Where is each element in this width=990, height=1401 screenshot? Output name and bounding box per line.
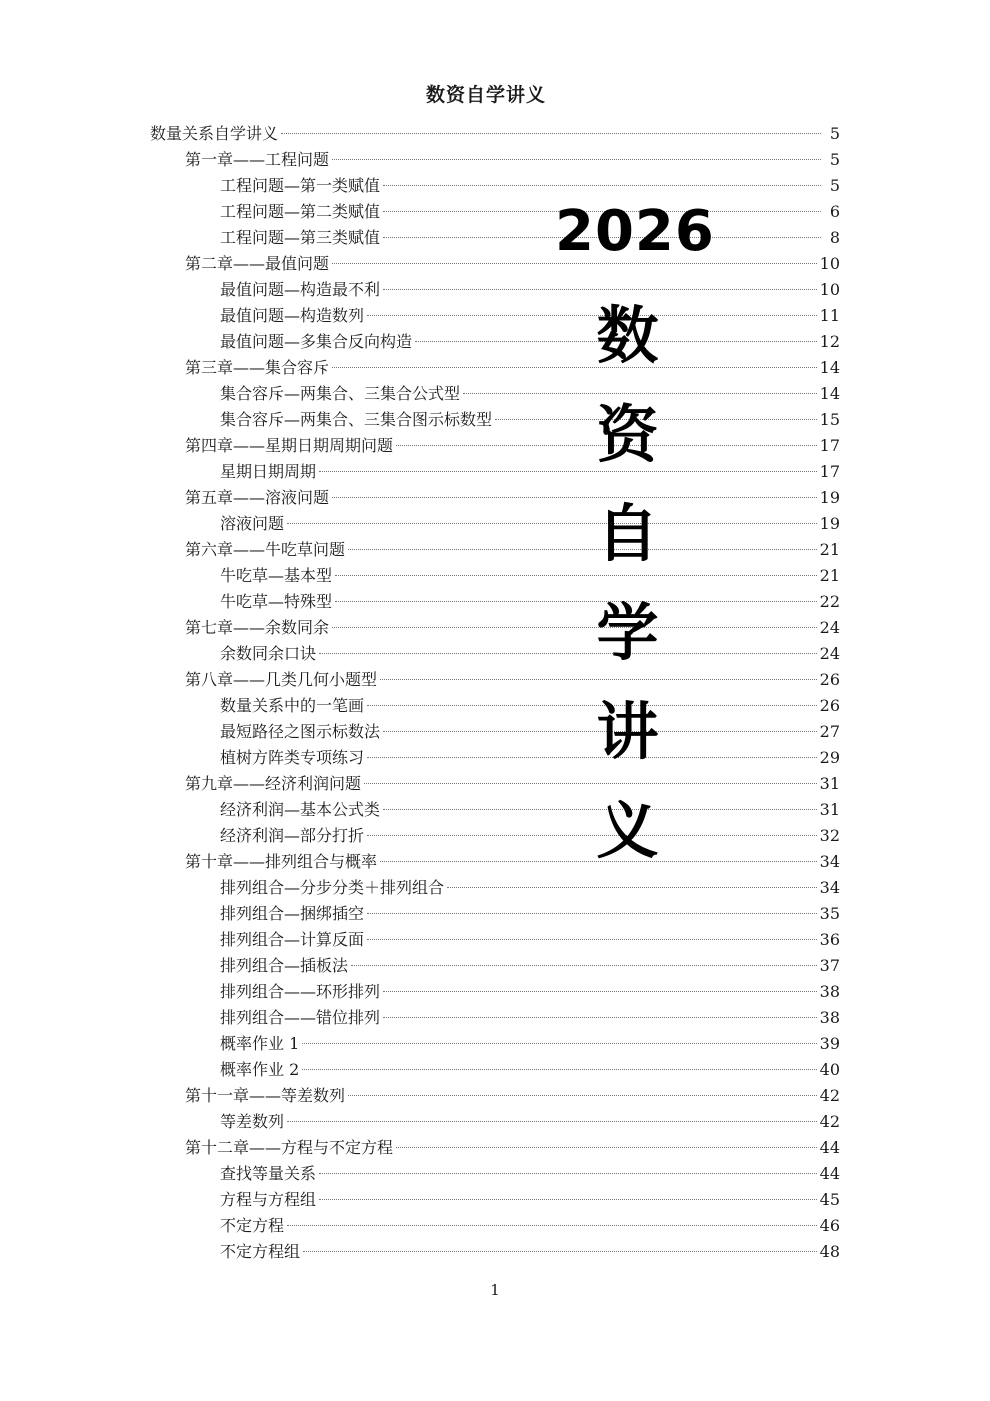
toc-entry-page: 17 (819, 462, 840, 481)
toc-entry-page: 19 (819, 514, 840, 533)
toc-entry-title: 第四章——星期日期周期问题 (185, 436, 394, 455)
watermark-year: 2026 (555, 199, 715, 264)
toc-section-entry[interactable] (150, 1005, 840, 1031)
toc-chapter-entry[interactable] (150, 1083, 840, 1109)
toc-chapter-entry[interactable] (150, 537, 840, 563)
toc-dot-leader (383, 1017, 817, 1018)
toc-entry-page: 24 (819, 618, 840, 637)
toc-chapter-entry[interactable] (150, 433, 840, 459)
toc-entry-title: 工程问题—第三类赋值 (220, 228, 381, 247)
toc-section-entry[interactable] (150, 225, 840, 251)
toc-entry-title: 第五章——溶液问题 (185, 488, 330, 507)
toc-section-entry[interactable] (150, 563, 840, 589)
toc-section-entry[interactable] (150, 511, 840, 537)
toc-entry-title: 最值问题—构造数列 (220, 306, 365, 325)
toc-entry-page: 34 (819, 852, 840, 871)
toc-entry-title: 最短路径之图示标数法 (220, 722, 381, 741)
toc-entry-title: 第八章——几类几何小题型 (185, 670, 378, 689)
toc-section-entry[interactable] (150, 641, 840, 667)
toc-section-entry[interactable] (150, 823, 840, 849)
toc-entry-page: 8 (829, 228, 840, 247)
toc-entry-page: 38 (819, 1008, 840, 1027)
toc-chapter-entry[interactable] (150, 485, 840, 511)
toc-entry-page: 14 (819, 358, 840, 377)
toc-entry-page: 31 (819, 774, 840, 793)
toc-dot-leader (302, 1043, 816, 1044)
toc-entry-page: 38 (819, 982, 840, 1001)
toc-entry-page: 5 (829, 124, 840, 143)
toc-entry-page: 31 (819, 800, 840, 819)
toc-entry-title: 排列组合——错位排列 (220, 1008, 381, 1027)
toc-section-entry[interactable] (150, 1239, 840, 1265)
watermark-char: 数 (596, 299, 659, 372)
toc-entry-page: 26 (819, 670, 840, 689)
toc-section-entry[interactable] (150, 407, 840, 433)
toc-entry-title: 排列组合—捆绑插空 (220, 904, 365, 923)
toc-dot-leader (287, 523, 817, 524)
toc-chapter-entry[interactable] (150, 849, 840, 875)
toc-entry-title: 最值问题—构造最不利 (220, 280, 381, 299)
toc-dot-leader (303, 1251, 817, 1252)
toc-section-entry[interactable] (150, 303, 840, 329)
toc-entry-page: 5 (829, 150, 840, 169)
toc-section-entry[interactable] (150, 797, 840, 823)
toc-entry-page: 42 (819, 1112, 840, 1131)
toc-entry-title: 概率作业 2 (220, 1060, 300, 1079)
toc-entry-title: 第十二章——方程与不定方程 (185, 1138, 394, 1157)
toc-dot-leader (383, 185, 821, 186)
toc-chapter-entry[interactable] (150, 147, 840, 173)
toc-chapter-entry[interactable] (150, 355, 840, 381)
toc-entry-title: 概率作业 1 (220, 1034, 300, 1053)
toc-entry-title: 第二章——最值问题 (185, 254, 330, 273)
toc-section-entry[interactable] (150, 745, 840, 771)
toc-entry-page: 39 (819, 1034, 840, 1053)
toc-section-entry[interactable] (150, 277, 840, 303)
toc-entry-title: 集合容斥—两集合、三集合图示标数型 (220, 410, 493, 429)
toc-entry-page: 12 (819, 332, 840, 351)
toc-chapter-entry[interactable] (150, 615, 840, 641)
toc-entry-title: 经济利润—部分打折 (220, 826, 365, 845)
toc-dot-leader (287, 1225, 817, 1226)
toc-entry-page: 44 (819, 1138, 840, 1157)
toc-entry-page: 40 (819, 1060, 840, 1079)
toc-entry-page: 48 (819, 1242, 840, 1261)
toc-section-entry[interactable] (150, 693, 840, 719)
toc-entry-page: 32 (819, 826, 840, 845)
toc-section-entry[interactable] (150, 875, 840, 901)
toc-entry-title: 星期日期周期 (220, 462, 317, 481)
toc-dot-leader (383, 991, 817, 992)
toc-dot-leader (367, 939, 817, 940)
toc-section-entry[interactable] (150, 1057, 840, 1083)
page-number: 1 (490, 1281, 500, 1299)
toc-section-entry[interactable] (150, 1213, 840, 1239)
toc-dot-leader (348, 1095, 817, 1096)
toc-section-entry[interactable] (150, 719, 840, 745)
toc-entry-title: 经济利润—基本公式类 (220, 800, 381, 819)
toc-entry-title: 牛吃草—基本型 (220, 566, 333, 585)
toc-entry-title: 不定方程 (220, 1216, 285, 1235)
toc-entry-page: 10 (819, 254, 840, 273)
toc-dot-leader (302, 1069, 816, 1070)
toc-entry-title: 排列组合—插板法 (220, 956, 349, 975)
toc-entry-title: 工程问题—第二类赋值 (220, 202, 381, 221)
toc-entry-title: 第三章——集合容斥 (185, 358, 330, 377)
toc-entry-page: 21 (819, 566, 840, 585)
toc-entry-page: 46 (819, 1216, 840, 1235)
toc-section-entry[interactable] (150, 1161, 840, 1187)
toc-dot-leader (351, 965, 817, 966)
toc-entry-page: 21 (819, 540, 840, 559)
toc-entry-page: 5 (829, 176, 840, 195)
toc-section-entry[interactable] (150, 901, 840, 927)
toc-entry-title: 不定方程组 (220, 1242, 301, 1261)
toc-section-entry[interactable] (150, 1109, 840, 1135)
document-title: 数资自学讲义 (425, 84, 546, 106)
toc-section-entry[interactable] (150, 173, 840, 199)
toc-entry-title: 第十一章——等差数列 (185, 1086, 346, 1105)
watermark-overlay (555, 199, 715, 880)
toc-part-entry[interactable] (150, 121, 840, 147)
toc-entry-title: 第七章——余数同余 (185, 618, 330, 637)
toc-entry-page: 26 (819, 696, 840, 715)
toc-chapter-entry[interactable] (150, 771, 840, 797)
toc-chapter-entry[interactable] (150, 1135, 840, 1161)
toc-entry-page: 22 (819, 592, 840, 611)
toc-section-entry[interactable] (150, 199, 840, 225)
toc-section-entry[interactable] (150, 927, 840, 953)
toc-entry-page: 36 (819, 930, 840, 949)
toc-entry-title: 第九章——经济利润问题 (185, 774, 362, 793)
toc-entry-title: 余数同余口诀 (220, 644, 317, 663)
toc-section-entry[interactable] (150, 381, 840, 407)
toc-entry-page: 14 (819, 384, 840, 403)
toc-entry-page: 35 (819, 904, 840, 923)
toc-dot-leader (319, 1173, 817, 1174)
watermark-char: 义 (596, 794, 659, 867)
toc-entry-title: 方程与方程组 (220, 1190, 317, 1209)
toc-entry-title: 溶液问题 (220, 514, 285, 533)
toc-entry-title: 等差数列 (220, 1112, 285, 1131)
toc-entry-title: 排列组合——环形排列 (220, 982, 381, 1001)
toc-entry-title: 植树方阵类专项练习 (220, 748, 365, 767)
toc-entry-page: 11 (819, 306, 840, 325)
toc-dot-leader (281, 133, 821, 134)
toc-dot-leader (396, 1147, 817, 1148)
toc-entry-page: 29 (819, 748, 840, 767)
toc-entry-page: 44 (819, 1164, 840, 1183)
watermark-char: 资 (596, 398, 659, 471)
toc-section-entry[interactable] (150, 1187, 840, 1213)
toc-entry-title: 排列组合—分步分类＋排列组合 (220, 878, 445, 897)
toc-dot-leader (447, 887, 817, 888)
toc-entry-page: 17 (819, 436, 840, 455)
toc-dot-leader (287, 1121, 817, 1122)
toc-entry-page: 34 (819, 878, 840, 897)
toc-entry-title: 排列组合—计算反面 (220, 930, 365, 949)
watermark-char: 学 (596, 596, 659, 669)
table-of-contents (150, 121, 840, 1265)
toc-section-entry[interactable] (150, 979, 840, 1005)
toc-entry-title: 集合容斥—两集合、三集合公式型 (220, 384, 461, 403)
toc-entry-page: 27 (819, 722, 840, 741)
toc-entry-title: 第六章——牛吃草问题 (185, 540, 346, 559)
watermark-char: 自 (596, 497, 659, 570)
toc-entry-page: 10 (819, 280, 840, 299)
toc-entry-title: 数量关系自学讲义 (150, 124, 279, 143)
watermark-char: 讲 (596, 695, 659, 768)
toc-dot-leader (367, 913, 817, 914)
toc-entry-page: 45 (819, 1190, 840, 1209)
toc-section-entry[interactable] (150, 953, 840, 979)
toc-entry-page: 37 (819, 956, 840, 975)
toc-chapter-entry[interactable] (150, 667, 840, 693)
toc-section-entry[interactable] (150, 329, 840, 355)
toc-chapter-entry[interactable] (150, 251, 840, 277)
toc-section-entry[interactable] (150, 459, 840, 485)
toc-entry-page: 42 (819, 1086, 840, 1105)
toc-dot-leader (319, 1199, 817, 1200)
toc-entry-title: 牛吃草—特殊型 (220, 592, 333, 611)
toc-section-entry[interactable] (150, 589, 840, 615)
toc-entry-title: 第十章——排列组合与概率 (185, 852, 378, 871)
toc-entry-page: 24 (819, 644, 840, 663)
toc-entry-page: 15 (819, 410, 840, 429)
toc-entry-page: 19 (819, 488, 840, 507)
toc-entry-title: 数量关系中的一笔画 (220, 696, 365, 715)
toc-entry-title: 最值问题—多集合反向构造 (220, 332, 413, 351)
toc-dot-leader (332, 159, 821, 160)
watermark-title (555, 286, 700, 880)
toc-entry-title: 查找等量关系 (220, 1164, 317, 1183)
toc-entry-page: 6 (829, 202, 840, 221)
toc-entry-title: 第一章——工程问题 (185, 150, 330, 169)
toc-entry-title: 工程问题—第一类赋值 (220, 176, 381, 195)
toc-section-entry[interactable] (150, 1031, 840, 1057)
